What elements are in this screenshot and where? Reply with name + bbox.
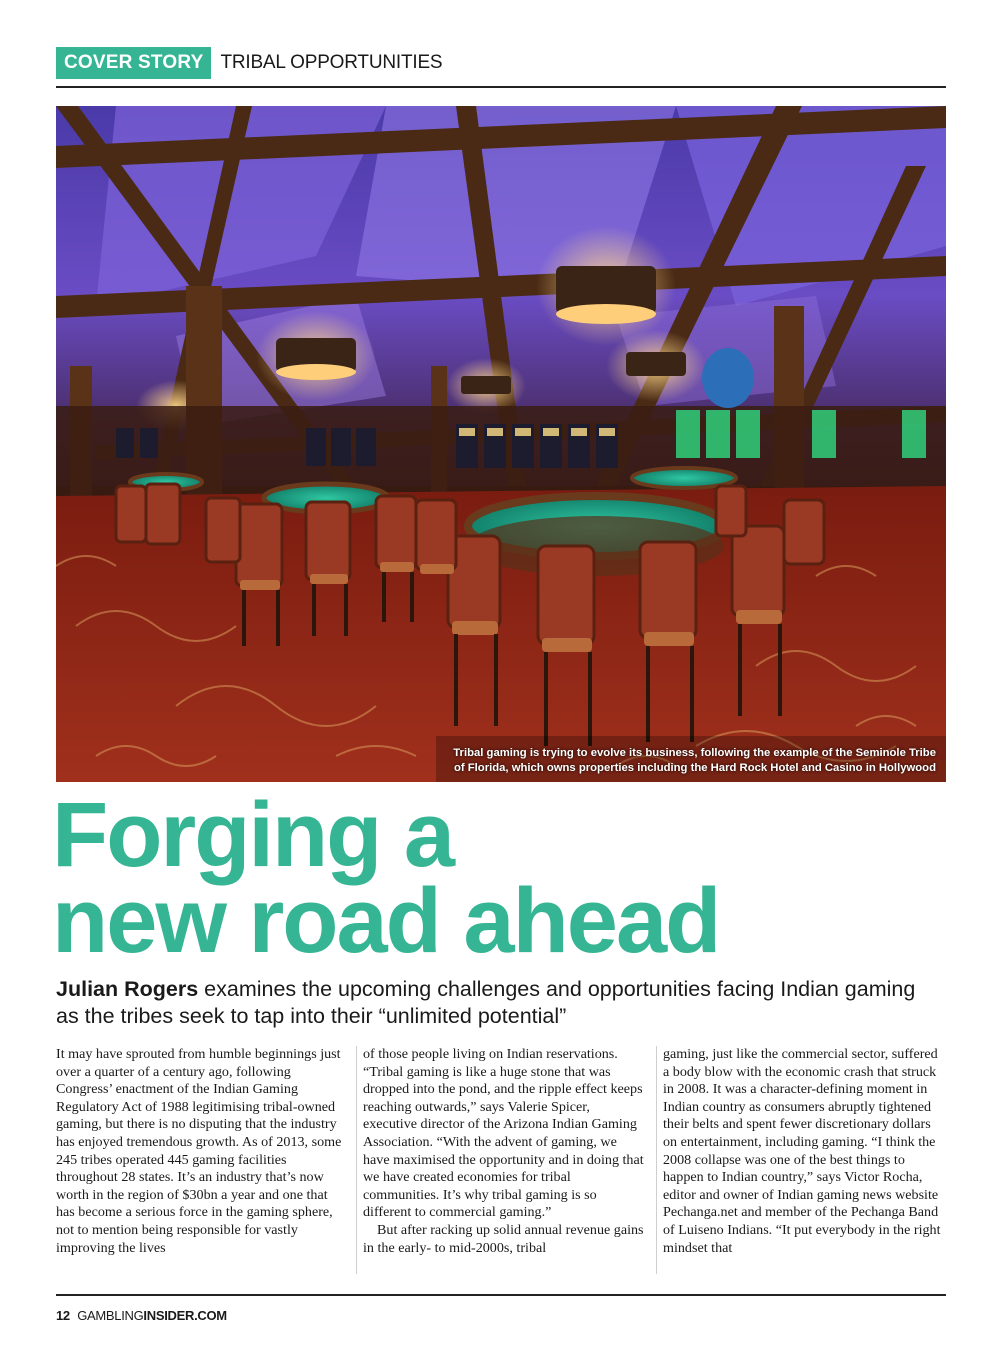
site-name-bold: INSIDER (143, 1308, 195, 1323)
topic-label: TRIBAL OPPORTUNITIES (220, 52, 443, 73)
column-1 (56, 1046, 346, 1274)
column-3 (656, 1046, 946, 1274)
author-name: Julian Rogers (56, 977, 199, 1001)
casino-photo (56, 106, 946, 782)
headline-line-2: new road ahead (52, 870, 720, 972)
caption-line-1: Tribal gaming is trying to evolve its business, following the example of the Seminole Tribe (453, 747, 936, 759)
col2-paragraph-1: of those people living on Indian reservations. “Tribal gaming is like a huge stone that was dropped into the pond, and the ripple effect keeps reaching outwards,” says Valerie Spicer, executive director of the Arizona Indian Gaming Association. “With the advent of gaming, we have maximised the opportunity and in doing that we have created economies for tribal communities. It’s why tribal gaming is so different to commercial gaming.” (363, 1046, 644, 1221)
col3-paragraph-1: gaming, just like the commercial sector, suffered a body blow with the economic crash that struck in 2008. It was a character-defining moment in Indian country as consumers abruptly tightened their belts and spent fewer discretionary dollars on entertainment, including gaming. “I think the 2008 collapse was one of the best things to happen to Indian country,” says Victor Rocha, editor and owner of Indian gaming news website Pechanga.net and member of the Pechanga Band of Luiseno Indians. “It put everybody in the right mindset that (663, 1046, 941, 1256)
article-body (56, 1046, 946, 1274)
standfirst (56, 976, 936, 1030)
casino-interior-illustration (56, 106, 946, 782)
bottom-rule (56, 1294, 946, 1296)
col2-paragraph-2: But after racking up solid annual revenue gains in the early- to mid-2000s, tribal (363, 1221, 644, 1256)
page-number: 12 (56, 1308, 70, 1323)
section-label: COVER STORY (56, 47, 211, 79)
standfirst-text: examines the upcoming challenges and opportunities facing Indian gaming as the tribes seek to tap into their “unlimited potential” (56, 977, 916, 1028)
photo-caption (436, 746, 936, 776)
headline (52, 784, 952, 972)
site-name-prefix: GAMBLING (77, 1308, 144, 1323)
section-kicker (56, 47, 442, 79)
column-2 (356, 1046, 646, 1274)
site-name-suffix: .COM (194, 1308, 227, 1323)
headline-line-1: Forging a (52, 784, 454, 886)
top-rule (56, 86, 946, 88)
page-footer (56, 1308, 227, 1323)
caption-line-2: of Florida, which owns properties including the Hard Rock Hotel and Casino in Hollywood (453, 762, 936, 774)
col1-paragraph-1: It may have sprouted from humble beginnings just over a quarter of a century ago, following Congress’ enactment of the Indian Gaming Regulatory Act of 1988 legitimising tribal-owned gaming, but there is no disputing that the industry has enjoyed tremendous growth. As of 2013, some 245 tribes operated 445 gaming facilities throughout 28 states. It’s an industry that’s now worth in the region of $30bn a year and one that has become a serious force in the gaming sphere, not to mention being responsible for vastly improving the lives (56, 1046, 342, 1256)
